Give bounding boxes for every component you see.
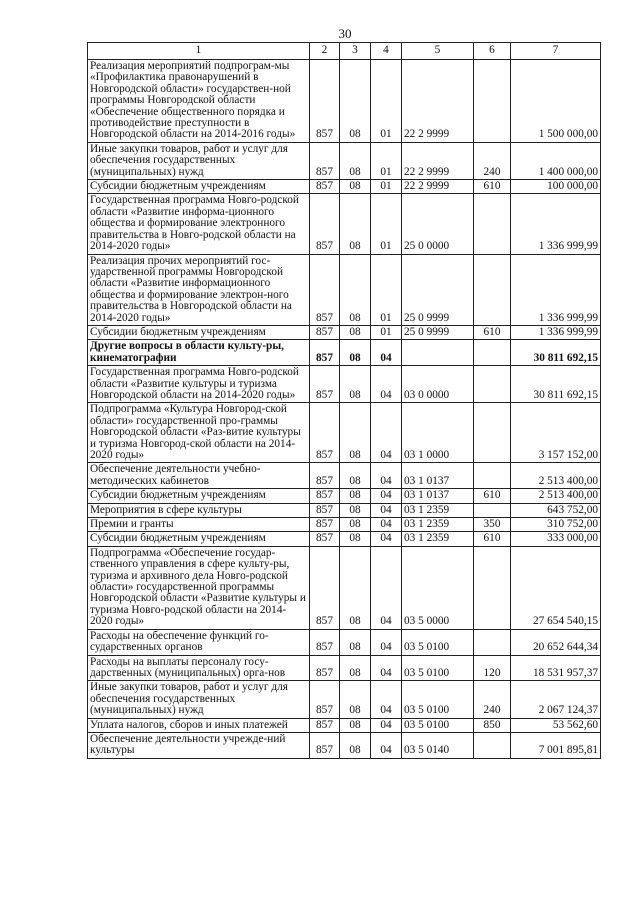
- target-article-cell: 22 2 9999: [402, 142, 474, 179]
- section-cell: 08: [340, 655, 371, 681]
- amount-cell: 3 157 152,00: [511, 403, 601, 463]
- row-name-cell: Государственная программа Новго-родской области «Развитие информа-ционного общества и формирование электронного правительства в Новго-родской области на 2014-2020 годы»: [88, 194, 310, 254]
- amount-cell: 1 500 000,00: [511, 60, 601, 143]
- amount-cell: 1 336 999,99: [511, 194, 601, 254]
- table-row: [88, 518, 601, 532]
- expense-type-cell: [474, 463, 511, 489]
- expense-type-cell: 610: [474, 325, 511, 339]
- table-row: [88, 403, 601, 463]
- header-cell: 5: [402, 43, 474, 60]
- table-row: [88, 463, 601, 489]
- chapter-cell: 857: [310, 518, 340, 532]
- table-row: [88, 629, 601, 655]
- section-cell: 08: [340, 732, 371, 758]
- expense-type-cell: [474, 194, 511, 254]
- expense-type-cell: [474, 340, 511, 366]
- subsection-cell: 04: [371, 681, 402, 718]
- target-article-cell: 22 2 9999: [402, 60, 474, 143]
- table-row: [88, 718, 601, 732]
- row-name-cell: Субсидии бюджетным учреждениям: [88, 325, 310, 339]
- subsection-cell: 04: [371, 655, 402, 681]
- subsection-cell: 01: [371, 142, 402, 179]
- chapter-cell: 857: [310, 681, 340, 718]
- amount-cell: 18 531 957,37: [511, 655, 601, 681]
- subsection-cell: 04: [371, 489, 402, 503]
- row-name-cell: Расходы на выплаты персоналу госу-дарственных (муниципальных) орга-нов: [88, 655, 310, 681]
- row-name-cell: Обеспечение деятельности учебно-методических кабинетов: [88, 463, 310, 489]
- target-article-cell: 03 1 0000: [402, 403, 474, 463]
- chapter-cell: 857: [310, 142, 340, 179]
- expense-type-cell: 120: [474, 655, 511, 681]
- chapter-cell: 857: [310, 403, 340, 463]
- row-name-cell: Расходы на обеспечение функций го-сударственных органов: [88, 629, 310, 655]
- target-article-cell: 22 2 9999: [402, 180, 474, 194]
- header-cell: 6: [474, 43, 511, 60]
- table-row: [88, 180, 601, 194]
- table-row: [88, 340, 601, 366]
- chapter-cell: 857: [310, 180, 340, 194]
- expense-type-cell: [474, 503, 511, 517]
- row-name-cell: Подпрограмма «Культура Новгород-ской области» государственной про-граммы Новгородской области «Раз-витие культуры и туризма Новгород-ской области на 2014-2020 годы»: [88, 403, 310, 463]
- table-row: [88, 503, 601, 517]
- header-cell: 1: [88, 43, 310, 60]
- table-row: [88, 655, 601, 681]
- amount-cell: 2 513 400,00: [511, 463, 601, 489]
- expense-type-cell: [474, 254, 511, 325]
- expense-type-cell: 610: [474, 532, 511, 546]
- chapter-cell: 857: [310, 655, 340, 681]
- row-name-cell: Другие вопросы в области культу-ры, кинематографии: [88, 340, 310, 366]
- section-cell: 08: [340, 532, 371, 546]
- amount-cell: 20 652 644,34: [511, 629, 601, 655]
- header-cell: 3: [340, 43, 371, 60]
- chapter-cell: 857: [310, 546, 340, 629]
- section-cell: 08: [340, 340, 371, 366]
- table-row: [88, 681, 601, 718]
- target-article-cell: 25 0 0000: [402, 194, 474, 254]
- table-row: [88, 489, 601, 503]
- amount-cell: 30 811 692,15: [511, 366, 601, 403]
- table-row: [88, 254, 601, 325]
- amount-cell: 2 067 124,37: [511, 681, 601, 718]
- section-cell: 08: [340, 180, 371, 194]
- table-header-row: [88, 43, 601, 60]
- expense-type-cell: 350: [474, 518, 511, 532]
- section-cell: 08: [340, 463, 371, 489]
- table-row: [88, 366, 601, 403]
- amount-cell: 53 562,60: [511, 718, 601, 732]
- subsection-cell: 04: [371, 546, 402, 629]
- expense-type-cell: 610: [474, 180, 511, 194]
- subsection-cell: 04: [371, 532, 402, 546]
- table-row: [88, 325, 601, 339]
- expense-type-cell: [474, 546, 511, 629]
- subsection-cell: 01: [371, 325, 402, 339]
- row-name-cell: Иные закупки товаров, работ и услуг для обеспечения государственных (муниципальных) нужд: [88, 681, 310, 718]
- target-article-cell: 03 5 0100: [402, 629, 474, 655]
- target-article-cell: 03 1 0137: [402, 489, 474, 503]
- expense-type-cell: [474, 403, 511, 463]
- target-article-cell: 03 5 0100: [402, 655, 474, 681]
- amount-cell: 643 752,00: [511, 503, 601, 517]
- section-cell: 08: [340, 629, 371, 655]
- section-cell: 08: [340, 403, 371, 463]
- table-row: [88, 732, 601, 758]
- row-name-cell: Мероприятия в сфере культуры: [88, 503, 310, 517]
- subsection-cell: 04: [371, 518, 402, 532]
- section-cell: 08: [340, 142, 371, 179]
- subsection-cell: 01: [371, 254, 402, 325]
- page-number: 30: [338, 26, 352, 41]
- expense-type-cell: 240: [474, 142, 511, 179]
- chapter-cell: 857: [310, 629, 340, 655]
- expense-type-cell: [474, 629, 511, 655]
- section-cell: 08: [340, 503, 371, 517]
- chapter-cell: 857: [310, 325, 340, 339]
- target-article-cell: 25 0 9999: [402, 325, 474, 339]
- subsection-cell: 04: [371, 366, 402, 403]
- section-cell: 08: [340, 60, 371, 143]
- chapter-cell: 857: [310, 60, 340, 143]
- expense-type-cell: 240: [474, 681, 511, 718]
- table-row: [88, 142, 601, 179]
- row-name-cell: Обеспечение деятельности учрежде-ний культуры: [88, 732, 310, 758]
- table-row: [88, 532, 601, 546]
- row-name-cell: Иные закупки товаров, работ и услуг для обеспечения государственных (муниципальных) нужд: [88, 142, 310, 179]
- chapter-cell: 857: [310, 489, 340, 503]
- row-name-cell: Реализация прочих мероприятий гос-ударственной программы Новгородской области «Развитие информационного общества и формирование электрон-ного правительства в Новгородской области на 2014-2020 годы»: [88, 254, 310, 325]
- chapter-cell: 857: [310, 463, 340, 489]
- section-cell: 08: [340, 718, 371, 732]
- chapter-cell: 857: [310, 718, 340, 732]
- target-article-cell: 03 0 0000: [402, 366, 474, 403]
- row-name-cell: Субсидии бюджетным учреждениям: [88, 180, 310, 194]
- section-cell: 08: [340, 254, 371, 325]
- target-article-cell: 03 5 0000: [402, 546, 474, 629]
- chapter-cell: 857: [310, 254, 340, 325]
- expense-type-cell: [474, 732, 511, 758]
- expense-type-cell: 850: [474, 718, 511, 732]
- section-cell: 08: [340, 325, 371, 339]
- target-article-cell: 03 1 2359: [402, 518, 474, 532]
- table-row: [88, 60, 601, 143]
- target-article-cell: 03 5 0140: [402, 732, 474, 758]
- row-name-cell: Премии и гранты: [88, 518, 310, 532]
- target-article-cell: 25 0 9999: [402, 254, 474, 325]
- target-article-cell: 03 1 0137: [402, 463, 474, 489]
- amount-cell: 310 752,00: [511, 518, 601, 532]
- chapter-cell: 857: [310, 366, 340, 403]
- section-cell: 08: [340, 518, 371, 532]
- amount-cell: 7 001 895,81: [511, 732, 601, 758]
- subsection-cell: 04: [371, 732, 402, 758]
- expense-type-cell: [474, 366, 511, 403]
- target-article-cell: 03 5 0100: [402, 681, 474, 718]
- amount-cell: 1 400 000,00: [511, 142, 601, 179]
- budget-table: [87, 42, 601, 759]
- amount-cell: 1 336 999,99: [511, 325, 601, 339]
- table-row: [88, 546, 601, 629]
- subsection-cell: 04: [371, 403, 402, 463]
- subsection-cell: 01: [371, 60, 402, 143]
- target-article-cell: 03 1 2359: [402, 532, 474, 546]
- chapter-cell: 857: [310, 194, 340, 254]
- subsection-cell: 04: [371, 629, 402, 655]
- row-name-cell: Уплата налогов, сборов и иных платежей: [88, 718, 310, 732]
- section-cell: 08: [340, 681, 371, 718]
- chapter-cell: 857: [310, 340, 340, 366]
- expense-type-cell: [474, 60, 511, 143]
- table-row: [88, 194, 601, 254]
- subsection-cell: 04: [371, 463, 402, 489]
- header-cell: 7: [511, 43, 601, 60]
- chapter-cell: 857: [310, 532, 340, 546]
- row-name-cell: Субсидии бюджетным учреждениям: [88, 532, 310, 546]
- subsection-cell: 04: [371, 503, 402, 517]
- amount-cell: 30 811 692,15: [511, 340, 601, 366]
- subsection-cell: 01: [371, 180, 402, 194]
- row-name-cell: Субсидии бюджетным учреждениям: [88, 489, 310, 503]
- subsection-cell: 04: [371, 340, 402, 366]
- expense-type-cell: 610: [474, 489, 511, 503]
- header-cell: 4: [371, 43, 402, 60]
- amount-cell: 27 654 540,15: [511, 546, 601, 629]
- row-name-cell: Государственная программа Новго-родской области «Развитие культуры и туризма Новгородской области на 2014-2020 годы»: [88, 366, 310, 403]
- chapter-cell: 857: [310, 732, 340, 758]
- subsection-cell: 04: [371, 718, 402, 732]
- section-cell: 08: [340, 489, 371, 503]
- amount-cell: 1 336 999,99: [511, 254, 601, 325]
- row-name-cell: Реализация мероприятий подпрограм-мы «Профилактика правонарушений в Новгородской области» государствен-ной программы Новгородской области «Обеспечение общественного порядка и противодействие преступности в Новгородской области на 2014-2016 годы»: [88, 60, 310, 143]
- header-cell: 2: [310, 43, 340, 60]
- row-name-cell: Подпрограмма «Обеспечение государ-ственного управления в сфере культу-ры, туризма и архивного дела Новго-родской области» государственной программы Новгородской области «Развитие культуры и туризма Новго-родской области на 2014-2020 годы»: [88, 546, 310, 629]
- target-article-cell: [402, 340, 474, 366]
- amount-cell: 333 000,00: [511, 532, 601, 546]
- target-article-cell: 03 1 2359: [402, 503, 474, 517]
- target-article-cell: 03 5 0100: [402, 718, 474, 732]
- amount-cell: 2 513 400,00: [511, 489, 601, 503]
- section-cell: 08: [340, 194, 371, 254]
- section-cell: 08: [340, 546, 371, 629]
- chapter-cell: 857: [310, 503, 340, 517]
- amount-cell: 100 000,00: [511, 180, 601, 194]
- subsection-cell: 01: [371, 194, 402, 254]
- section-cell: 08: [340, 366, 371, 403]
